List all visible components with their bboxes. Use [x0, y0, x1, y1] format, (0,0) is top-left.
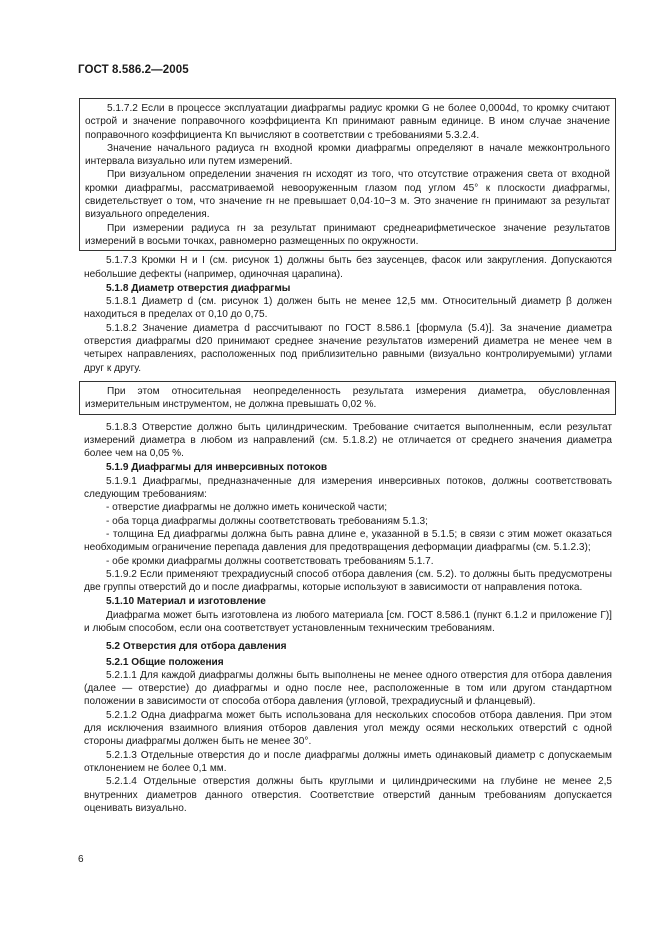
boxed-note-uncertainty: [79, 381, 616, 415]
paragraph-radius-measurement: При измерении радиуса rн за результат принимают среднеарифметическое значение результатов измерений в восьми точках, равномерно размещенных по окружности.: [85, 222, 610, 247]
paragraph-5183: 5.1.8.3 Отверстие должно быть цилиндрическим. Требование считается выполненным, если результат измерений диаметра в любом из направлений (см. 5.1.8.2) не отличается от среднего значения диаметра более чем на 0,05 %.: [84, 421, 612, 460]
list-item: - оба торца диафрагмы должны соответствовать требованиям 5.1.3;: [106, 515, 428, 527]
page-body: [84, 98, 612, 815]
heading-5110: 5.1.10 Материал и изготовление: [106, 596, 266, 608]
heading-518: 5.1.8 Диаметр отверстия диафрагмы: [106, 282, 291, 294]
paragraph-initial-radius: Значение начального радиуса rн входной кромки диафрагмы определяют в начале межконтрольного интервала визуально или путем измерений.: [85, 142, 610, 168]
paragraph-5212: 5.2.1.2 Одна диафрагма может быть использована для нескольких способов отбора давления. При этом для исключения взаимного влияния отборов давления угол между осями нескольких отверстий с одной стороны диафрагмы должен быть не менее 30°.: [84, 709, 612, 748]
heading-52: 5.2 Отверстия для отбора давления: [106, 641, 287, 653]
paragraph-5173: 5.1.7.3 Кромки H и I (см. рисунок 1) должны быть без заусенцев, фасок или закругления. Допускаются небольшие дефекты (например, одиночная царапина).: [84, 255, 612, 280]
paragraph-5213: 5.2.1.3 Отдельные отверстия до и после диафрагмы должны иметь одинаковый диаметр с допускаемым отклонением не более 0,1 мм.: [84, 749, 612, 774]
paragraph-uncertainty: При этом относительная неопределенность результата измерения диаметра, обусловленная измерительным инструментом, не должна превышать 0,02 %.: [85, 385, 610, 411]
paragraph-visual-determination: При визуальном определении значения rн исходят из того, что отсутствие отражения света от входной кромки диафрагмы, рассматриваемой невооруженным глазом под углом 45° к плоскости диафрагмы, свидетельствует о том, что значение rн не превышает 0,04·10−3 м. Это значение rн принимают за результат визуального определения.: [85, 169, 610, 221]
document-number: ГОСТ 8.586.2—2005: [78, 64, 189, 76]
page-number: 6: [78, 854, 84, 865]
list-item: - обе кромки диафрагмы должны соответствовать требованиям 5.1.7.: [106, 555, 434, 567]
heading-521: 5.2.1 Общие положения: [106, 656, 224, 668]
boxed-note-5172: [79, 98, 616, 251]
paragraph-5192: 5.1.9.2 Если применяют трехрадиусный способ отбора давления (см. 5.2). то должны быть предусмотрены две группы отверстий до и после диафрагмы, которые используют в зависимости от направления потока.: [84, 568, 612, 594]
list-item: - толщина Eд диафрагмы должна быть равна длине e, указанной в 5.1.5; в связи с этим может оказаться необходимым ограничение перепада давления для предотвращения деформации диафрагмы (см. 5.1.2.3);: [84, 528, 612, 554]
paragraph-5211: 5.2.1.1 Для каждой диафрагмы должны быть выполнены не менее одного отверстия для отбора давления (далее — отверстие) до диафрагмы и одно после нее, расположенные в том или другом стандартном положении в зависимости от способа отбора давления (угловой, трехрадиусный и фланцевый).: [84, 669, 612, 708]
paragraph-5110: Диафрагма может быть изготовлена из любого материала [см. ГОСТ 8.586.1 (пункт 6.1.2 и приложение Г)] и любым способом, если она соответствует установленным техническим требованиям.: [84, 609, 612, 634]
paragraph-5191: 5.1.9.1 Диафрагмы, предназначенные для измерения инверсивных потоков, должны соответствовать следующим требованиям:: [84, 475, 612, 501]
paragraph-5181: 5.1.8.1 Диаметр d (см. рисунок 1) должен быть не менее 12,5 мм. Относительный диаметр β должен находиться в пределах от 0,10 до 0,75.: [84, 296, 612, 321]
paragraph-5182: 5.1.8.2 Значение диаметра d рассчитывают по ГОСТ 8.586.1 [формула (5.4)]. За значение диаметра отверстия диафрагмы d20 принимают среднее значение результатов измерений диаметра не менее чем в четырех направлениях, расположенных под приблизительно равными (визуально контролируемыми) углами друг к другу.: [84, 322, 612, 374]
heading-519: 5.1.9 Диафрагмы для инверсивных потоков: [106, 462, 328, 474]
list-item: - отверстие диафрагмы не должно иметь конической части;: [106, 502, 388, 514]
paragraph-5214: 5.2.1.4 Отдельные отверстия должны быть круглыми и цилиндрическими на глубине не менее 2,5 внутренних диаметров данного отверстия. Соответствие отверстий данным требованиям допускается оценивать визуально.: [84, 776, 612, 814]
paragraph-5172: 5.1.7.2 Если в процессе эксплуатации диафрагмы радиус кромки G не более 0,0004d, то кромку считают острой и значение поправочного коэффициента Kп принимают равным единице. В ином случае значение поправочного коэффициента Kп вычисляют в соответствии с требованиями 5.3.2.4.: [85, 103, 610, 141]
